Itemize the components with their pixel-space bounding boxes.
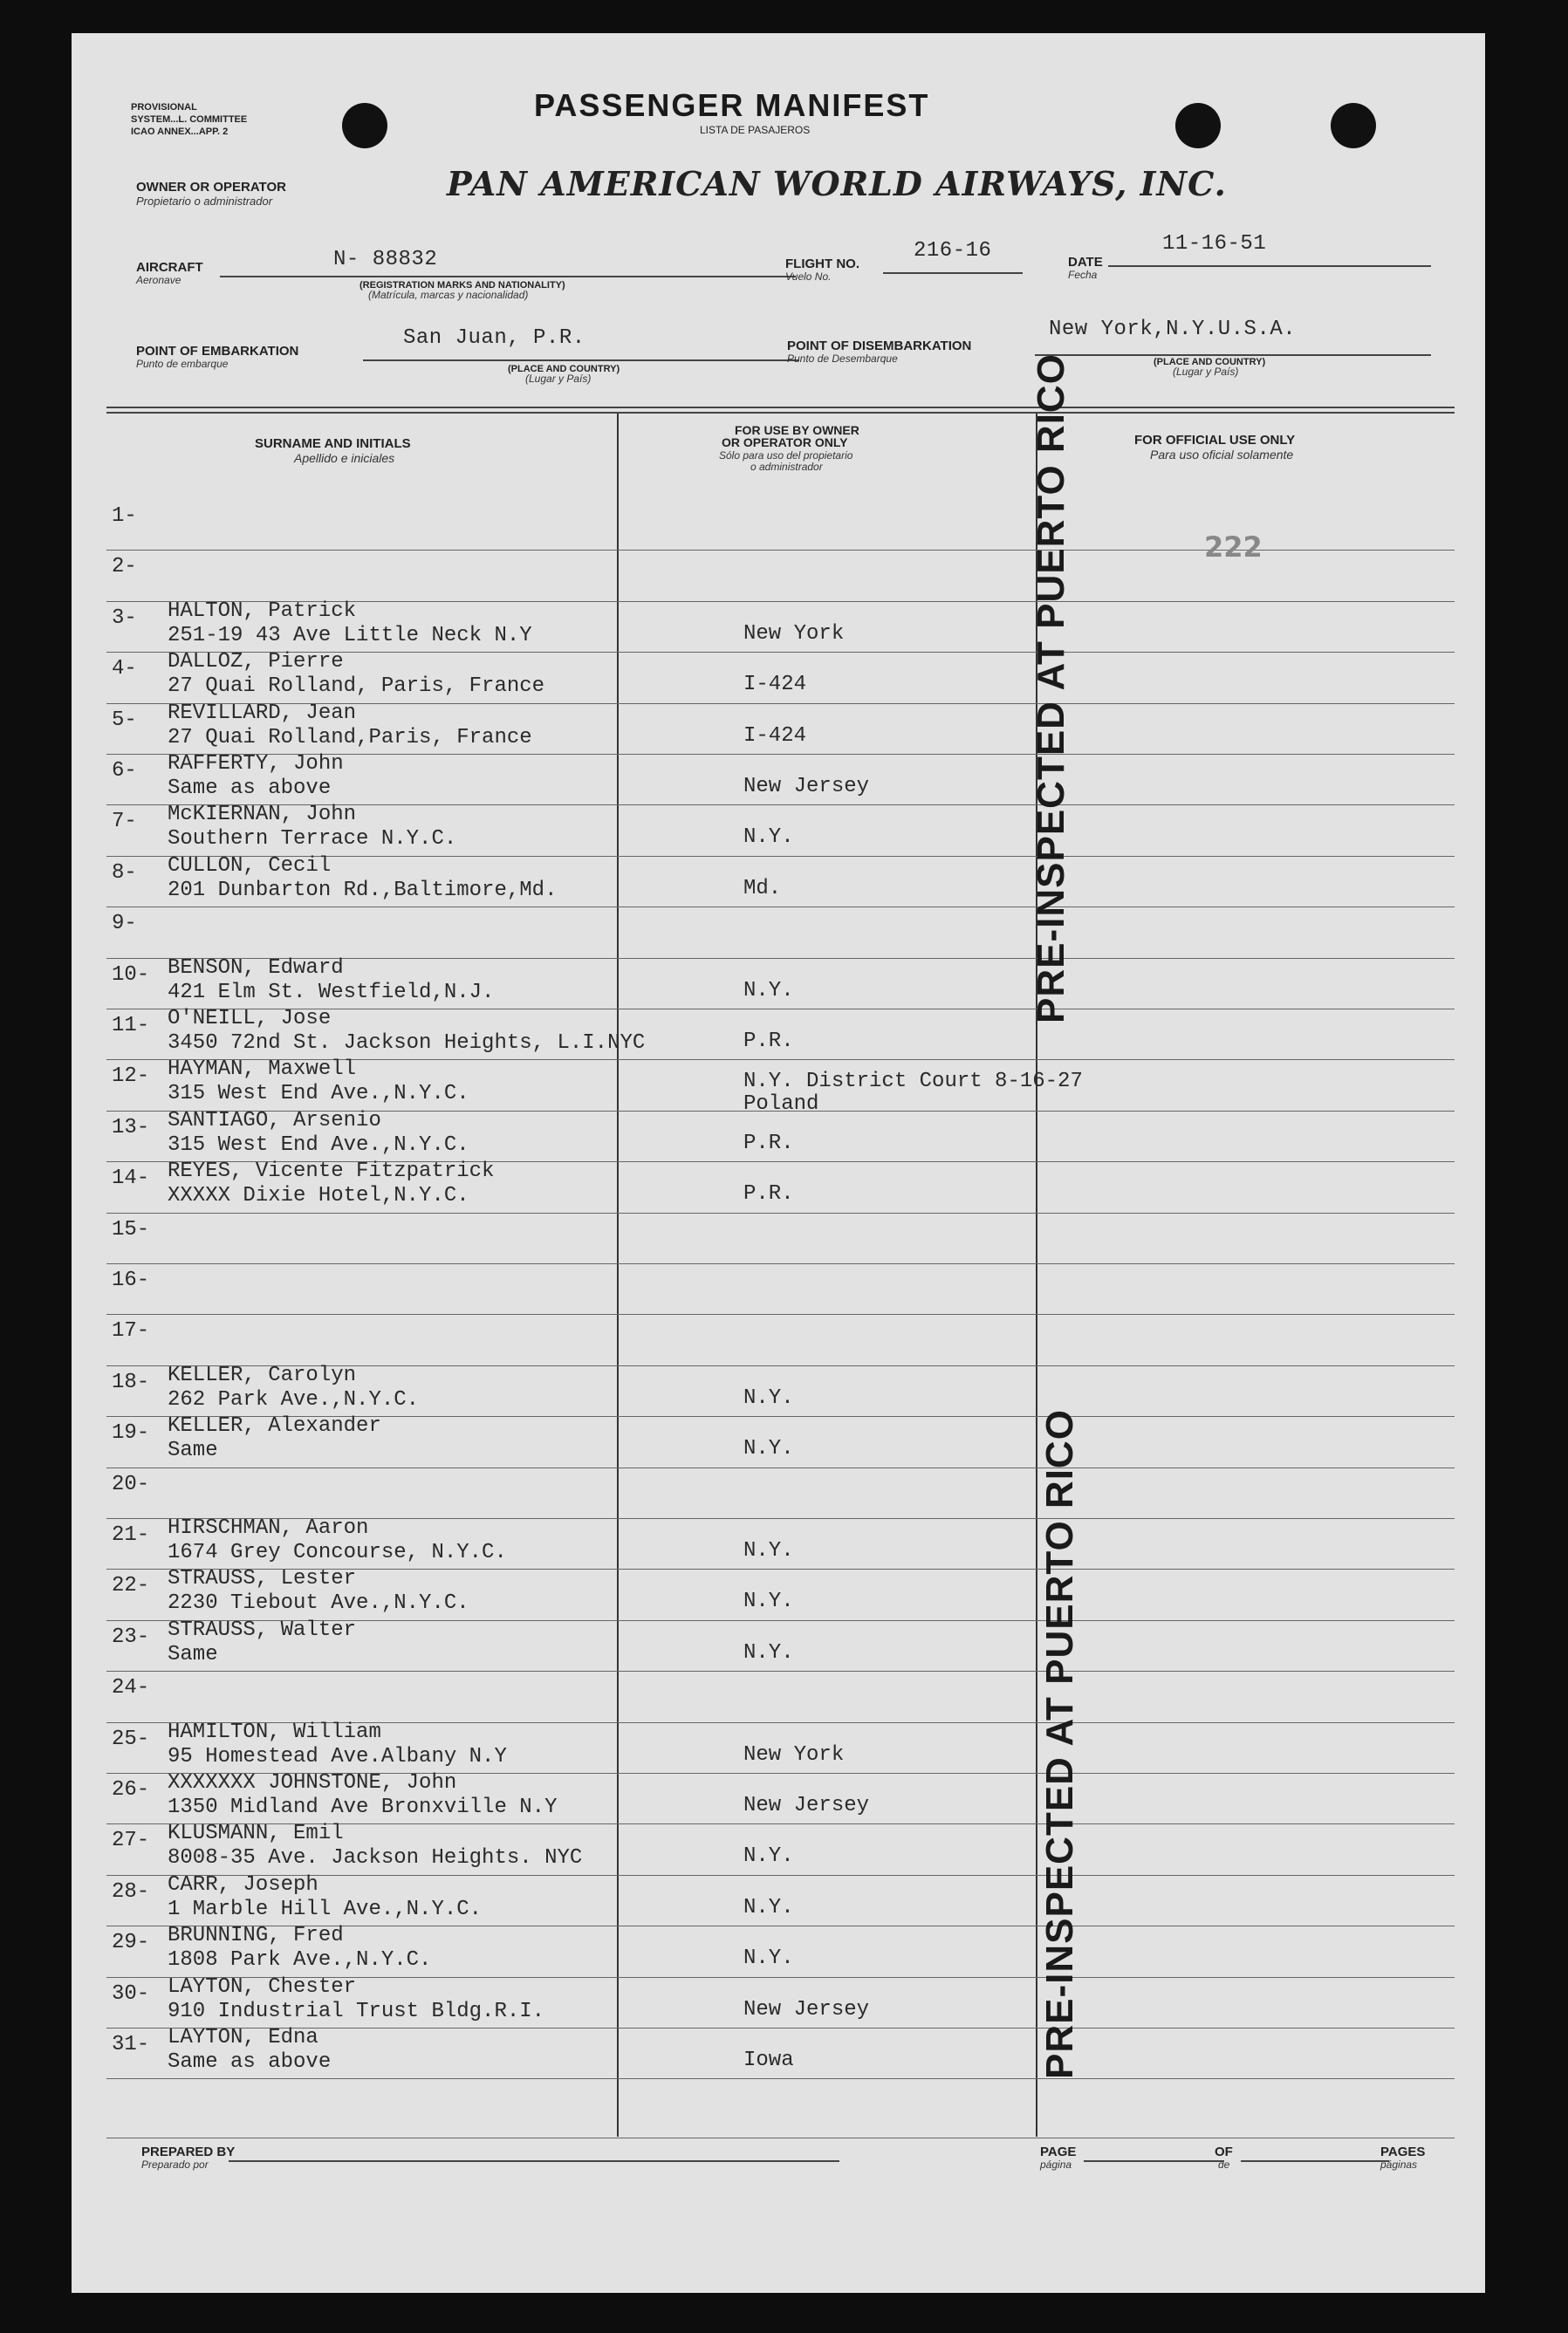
owner-use-entry: I-424 [743,673,807,697]
disembark-label-es: Punto de Desembarque [787,352,898,365]
passenger-address: 8008-35 Ave. Jackson Heights. NYC [168,1846,583,1871]
row-number: 24- [112,1676,150,1700]
passenger-name: KELLER, Carolyn [168,1363,357,1387]
row-number: 9- [112,912,137,936]
passenger-address: 315 West End Ave.,N.Y.C. [168,1132,469,1157]
owner-use-entry-2: Poland [743,1092,819,1117]
punch-hole [1331,103,1376,148]
disembark-place-note-es: (Lugar y País) [1173,366,1239,378]
aircraft-underline [220,276,796,277]
owner-use-entry: N.Y. District Court 8-16-27 [743,1070,1083,1094]
passenger-name: CARR, Joseph [168,1872,318,1897]
passenger-name: SANTIAGO, Arsenio [168,1108,381,1132]
prepared-by-label: PREPARED BY [141,2145,236,2159]
manifest-sheet [72,33,1485,2293]
passenger-name: XXXXXXX JOHNSTONE, John [168,1771,457,1795]
date-label: DATE [1068,255,1103,270]
passenger-address: 251-19 43 Ave Little Neck N.Y [168,623,532,647]
passenger-name: DALLOZ, Pierre [168,650,344,674]
passenger-name: KELLER, Alexander [168,1414,381,1439]
row-number: 1- [112,504,137,528]
date-underline [1108,265,1431,267]
owner-use-entry: N.Y. [743,1844,794,1869]
passenger-address: 910 Industrial Trust Bldg.R.I. [168,1999,545,2023]
passenger-address: Same as above [168,777,332,800]
owner-use-entry: Md. [743,876,782,900]
col-owner-label: FOR USE BY OWNER [735,423,859,437]
owner-use-entry: New Jersey [743,1997,870,2022]
page-label-es: página [1040,2159,1072,2171]
flight-label: FLIGHT NO. [785,257,859,271]
pre-inspected-stamp: PRE-INSPECTED AT PUERTO RICO [1038,1409,1081,2079]
row-number: 4- [112,657,137,681]
passenger-name: HAYMAN, Maxwell [168,1057,357,1082]
registration-note-es: (Matrícula, marcas y nacionalidad) [368,289,529,301]
row-rule [106,1671,1455,1672]
row-number: 27- [112,1829,150,1853]
passenger-address: Same [168,1642,218,1666]
owner-use-entry: N.Y. [743,1437,794,1461]
owner-use-entry: P.R. [743,1182,794,1207]
row-number: 29- [112,1931,150,1955]
airline-name: PAN AMERICAN WORLD AIRWAYS, INC. [447,164,1227,203]
passenger-address: 95 Homestead Ave.Albany N.Y [168,1744,507,1769]
passenger-address: 27 Quai Rolland,Paris, France [168,725,532,749]
aircraft-label-es: Aeronave [136,274,181,286]
flight-underline [883,272,1023,274]
row-number: 2- [112,555,137,579]
punch-hole [342,103,387,148]
passenger-address: 2230 Tiebout Ave.,N.Y.C. [168,1591,469,1616]
aircraft-value: N- 88832 [333,248,438,271]
owner-use-entry: N.Y. [743,1590,794,1614]
disembark-value: New York,N.Y.U.S.A. [1049,318,1297,341]
embark-underline [363,359,799,361]
col-official-label-es: Para uso oficial solamente [1150,448,1294,462]
row-number: 18- [112,1370,150,1394]
column-divider [617,414,619,2137]
owner-use-entry: New Jersey [743,775,870,798]
embark-place-note: (PLACE AND COUNTRY) [508,364,620,374]
col-owner-label-es: Sólo para uso del propietario [719,449,853,462]
row-number: 10- [112,962,150,987]
owner-use-entry: N.Y. [743,1946,794,1971]
passenger-address: 262 Park Ave.,N.Y.C. [168,1387,420,1412]
page-underline [1084,2160,1223,2162]
passenger-name: HALTON, Patrick [168,599,357,623]
owner-label: OWNER OR OPERATOR [136,180,286,195]
passenger-address: 1808 Park Ave.,N.Y.C. [168,1948,432,1973]
flight-label-es: Vuelo No. [785,270,832,283]
row-rule [106,1263,1455,1264]
passenger-address: XXXXX Dixie Hotel,N.Y.C. [168,1184,469,1208]
row-number: 14- [112,1166,150,1191]
row-number: 16- [112,1269,150,1292]
passenger-name: STRAUSS, Lester [168,1567,357,1591]
row-rule [106,1213,1455,1214]
row-number: 28- [112,1879,150,1904]
row-number: 20- [112,1472,150,1496]
official-mark: 222 [1204,530,1263,564]
owner-use-entry: New York [743,621,845,646]
passenger-name: LAYTON, Chester [168,1974,357,1999]
row-number: 5- [112,708,137,732]
passenger-name: LAYTON, Edna [168,2026,318,2049]
passenger-name: CULLON, Cecil [168,853,332,878]
of-label: OF [1215,2145,1233,2159]
disembark-place-note: (PLACE AND COUNTRY) [1154,357,1266,367]
col-owner-label-2: OR OPERATOR ONLY [722,435,848,449]
col-surname-label: SURNAME AND INITIALS [255,436,411,451]
punch-hole [1175,103,1221,148]
passenger-name: HIRSCHMAN, Aaron [168,1516,369,1540]
passenger-address: Southern Terrace N.Y.C. [168,827,457,852]
passenger-address: 27 Quai Rolland, Paris, France [168,674,545,699]
date-value: 11-16-51 [1162,232,1267,256]
row-rule [106,1314,1455,1315]
flight-value: 216-16 [914,239,992,263]
row-number: 7- [112,810,137,834]
passenger-address: 1674 Grey Concourse, N.Y.C. [168,1541,507,1564]
owner-use-entry: N.Y. [743,1539,794,1563]
pages-label: PAGES [1380,2145,1426,2159]
passenger-name: HAMILTON, William [168,1720,381,1744]
col-surname-label-es: Apellido e iniciales [294,451,395,465]
col-official-label: FOR OFFICIAL USE ONLY [1134,433,1296,448]
embark-label: POINT OF EMBARKATION [136,344,299,359]
embark-value: San Juan, P.R. [403,326,585,350]
passenger-address: 315 West End Ave.,N.Y.C. [168,1082,469,1106]
passenger-name: STRAUSS, Walter [168,1618,357,1642]
passenger-address: 201 Dunbarton Rd.,Baltimore,Md. [168,878,558,902]
row-number: 3- [112,605,137,630]
passenger-address: 421 Elm St. Westfield,N.J. [168,980,495,1004]
passenger-name: REYES, Vicente Fitzpatrick [168,1160,495,1184]
passenger-address: Same as above [168,2050,332,2074]
form-id-line: ICAO ANNEX...APP. 2 [131,127,229,137]
pages-label-es: páginas [1380,2159,1418,2171]
aircraft-label: AIRCRAFT [136,260,203,275]
passenger-name: BENSON, Edward [168,955,344,980]
row-number: 21- [112,1523,150,1547]
passenger-name: McKIERNAN, John [168,803,357,827]
owner-use-entry: N.Y. [743,1385,794,1410]
row-number: 22- [112,1574,150,1598]
prepared-by-underline [229,2160,839,2162]
row-number: 11- [112,1014,150,1037]
row-number: 6- [112,759,137,783]
prepared-by-label-es: Preparado por [141,2159,209,2171]
header-rule [106,412,1455,414]
page-label: PAGE [1040,2145,1077,2159]
owner-use-entry: I-424 [743,723,807,748]
row-number: 13- [112,1115,150,1139]
form-id-line: PROVISIONAL [131,102,197,113]
passenger-name: KLUSMANN, Emil [168,1822,344,1846]
row-number: 8- [112,860,137,885]
embark-label-es: Punto de embarque [136,358,229,370]
owner-use-entry: New York [743,1742,845,1767]
owner-use-entry: N.Y. [743,825,794,850]
row-number: 15- [112,1217,150,1242]
passenger-address: 1350 Midland Ave Bronxville N.Y [168,1796,558,1819]
row-number: 17- [112,1319,150,1344]
passenger-name: BRUNNING, Fred [168,1924,344,1948]
owner-use-entry: Iowa [743,2049,794,2072]
row-rule [106,2078,1455,2079]
col-owner-label-es-2: o administrador [750,461,823,473]
passenger-address: 1 Marble Hill Ave.,N.Y.C. [168,1897,483,1921]
row-number: 23- [112,1625,150,1649]
page-title: PASSENGER MANIFEST [534,87,930,123]
form-id-line: SYSTEM...L. COMMITTEE [131,114,248,125]
owner-use-entry: P.R. [743,1131,794,1155]
passenger-address: Same [168,1439,218,1463]
header-rule [106,407,1455,408]
date-label-es: Fecha [1068,269,1098,281]
owner-use-entry: N.Y. [743,1640,794,1665]
row-number: 12- [112,1064,150,1089]
page-title-es: LISTA DE PASAJEROS [700,124,811,136]
disembark-label: POINT OF DISEMBARKATION [787,339,972,353]
passenger-address: 3450 72nd St. Jackson Heights, L.I.NYC [168,1031,646,1055]
row-number: 25- [112,1727,150,1751]
owner-use-entry: N.Y. [743,978,794,1002]
of-label-es: de [1218,2159,1230,2171]
embark-place-note-es: (Lugar y País) [525,373,592,385]
pre-inspected-stamp: PRE-INSPECTED AT PUERTO RICO [1030,353,1072,1023]
of-underline [1241,2160,1389,2162]
row-number: 19- [112,1421,150,1446]
owner-use-entry: New Jersey [743,1794,870,1817]
owner-label-es: Propietario o administrador [136,195,273,208]
owner-use-entry: P.R. [743,1030,794,1053]
owner-use-entry: N.Y. [743,1895,794,1919]
passenger-name: RAFFERTY, John [168,752,344,776]
passenger-name: REVILLARD, Jean [168,701,357,725]
row-number: 31- [112,2033,150,2056]
row-number: 26- [112,1778,150,1802]
row-number: 30- [112,1981,150,2006]
registration-note: (REGISTRATION MARKS AND NATIONALITY) [359,280,565,291]
passenger-name: O'NEILL, Jose [168,1007,332,1030]
